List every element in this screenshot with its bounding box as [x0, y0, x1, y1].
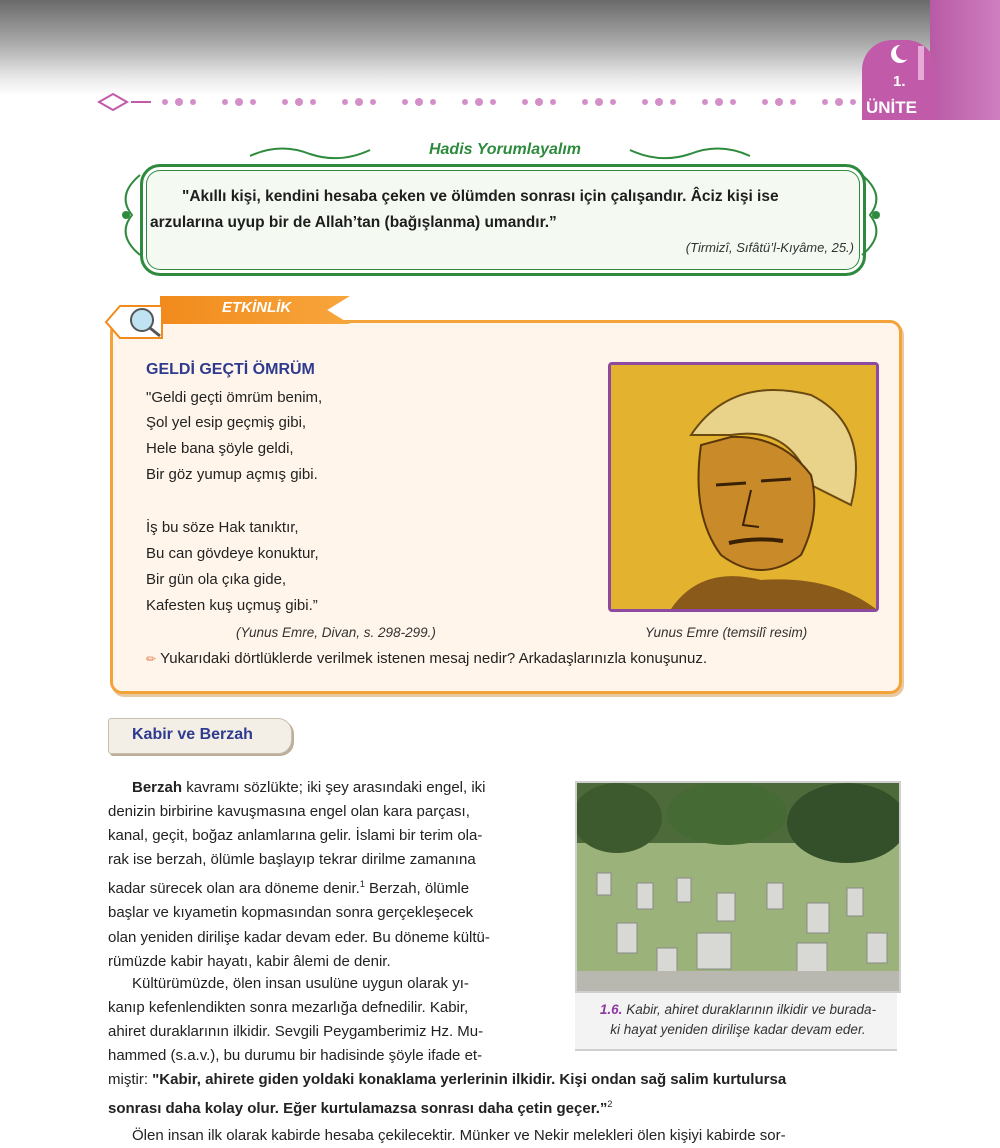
poem-title: GELDİ GEÇTİ ÖMRÜM	[146, 361, 315, 378]
question-text: Yukarıdaki dörtlüklerde verilmek istenen mesaj nedir? Arkadaşlarınızla konuşunuz.	[160, 650, 708, 667]
portrait-illustration	[611, 365, 876, 609]
footnote-ref: 1	[359, 879, 365, 890]
unit-number: 1.	[893, 73, 906, 90]
text-line: kanal, geçit, boğaz anlamlarına gelir. İslami bir terim ola-	[108, 827, 483, 845]
yunus-emre-portrait	[608, 362, 879, 612]
caption-number: 1.6.	[599, 1002, 623, 1017]
poem-line: Hele bana şöyle geldi,	[146, 440, 294, 457]
photo-caption: 1.6. Kabir, ahiret duraklarının ilkidir ve burada- ki hayat yeniden dirilişe kadar devam eder.	[599, 1002, 877, 1037]
hadis-text: "Akıllı kişi, kendini hesaba çeken ve ölümden sonrası için çalışandır. Âciz kişi ise arzularına uyup bir de Allah’tan (bağışlanma) umandır.”	[150, 188, 779, 231]
left-floral-icon	[112, 170, 146, 260]
poem-line: "Geldi geçti ömrüm benim,	[146, 389, 323, 406]
ornament-divider	[95, 92, 865, 112]
text-line: Kültürümüzde, ölen insan usulüne uygun olarak yı-	[132, 975, 469, 992]
magnifier-icon	[102, 296, 172, 346]
poem-line: Şol yel esip geçmiş gibi,	[146, 414, 307, 431]
text-line: başlar ve kıyametin kopmasından sonra gerçekleşecek	[108, 904, 474, 922]
text-line: denizin birbirine kavuşmasına engel olan kara parçası,	[108, 803, 470, 821]
poem-line: İş bu söze Hak tanıktır,	[146, 519, 299, 536]
text-line: kavramı sözlükte; iki şey arasındaki engel, iki	[186, 779, 486, 796]
cemetery-illustration	[577, 783, 899, 991]
etkinlik-label: ETKİNLİK	[222, 299, 292, 316]
text-line: hammed (s.a.v.), bu durumu bir hadisinde şöyle ifade et-	[108, 1047, 483, 1065]
portrait-caption: Yunus Emre (temsilî resim)	[645, 625, 808, 640]
pencil-icon: ✏	[146, 652, 157, 666]
hadis-source: (Tirmizî, Sıfâtü’l-Kıyâme, 25.)	[685, 240, 854, 255]
page-top-shade	[0, 0, 1000, 95]
paragraph-quote	[108, 1068, 900, 1121]
poem-line: Bir gün ola çıka gide,	[146, 571, 287, 588]
text-line: kadar sürecek olan ara döneme denir.$^1$ Berzah, ölümle	[108, 879, 470, 898]
poem-line: Bir göz yumup açmış gibi.	[146, 466, 318, 483]
right-floral-icon	[856, 170, 890, 260]
hadis-title: Hadis Yorumlayalım	[405, 141, 605, 159]
etkinlik-question	[146, 650, 707, 667]
section-title: Kabir ve Berzah	[132, 726, 253, 743]
text-line: rümüzde kabir hayatı, kabir âlemi de denir.	[108, 952, 391, 970]
cemetery-photo	[575, 781, 901, 993]
paragraph-2	[108, 972, 548, 1068]
hadith-quote: "Kabir, ahirete giden yoldaki konaklama yerlerinin ilkidir. Kişi ondan sağ salim kurtulursa	[152, 1071, 787, 1088]
unit-side-tab	[930, 0, 1000, 120]
text-line: rak ise berzah, ölümle başlayıp tekrar dirilme zamanına	[108, 851, 476, 869]
text-line: sonrası daha kolay olur. Eğer kurtulamazsa sonrası daha çetin geçer.”$^2$	[108, 1099, 613, 1118]
text-line: olan yeniden dirilişe kadar devam eder. Bu döneme kültü-	[108, 928, 490, 946]
text-line: ahiret duraklarının ilkidir. Sevgili Peygamberimiz Hz. Mu-	[108, 1023, 484, 1041]
poem-source: (Yunus Emre, Divan, s. 298-299.)	[236, 625, 436, 640]
text-line: kanıp kefenlendikten sonra mezarlığa defnedilir. Kabir,	[108, 999, 469, 1017]
text-line: miştir: "Kabir, ahirete giden yoldaki konaklama yerlerinin ilkidir. Kişi ondan sağ salim kurtulursa	[108, 1071, 787, 1088]
paragraph-1	[108, 776, 548, 974]
unit-label: ÜNİTE	[866, 98, 917, 117]
term-berzah: Berzah	[132, 779, 183, 796]
footnote-ref: 2	[607, 1099, 613, 1110]
poem-line: Bu can gövdeye konuktur,	[146, 545, 319, 562]
paragraph-3: Ölen insan ilk olarak kabirde hesaba çekilecektir. Münker ve Nekir melekleri ölen kişiyi kabirde sor-	[132, 1127, 786, 1144]
poem-line: Kafesten kuş uçmuş gibi.”	[146, 597, 318, 614]
